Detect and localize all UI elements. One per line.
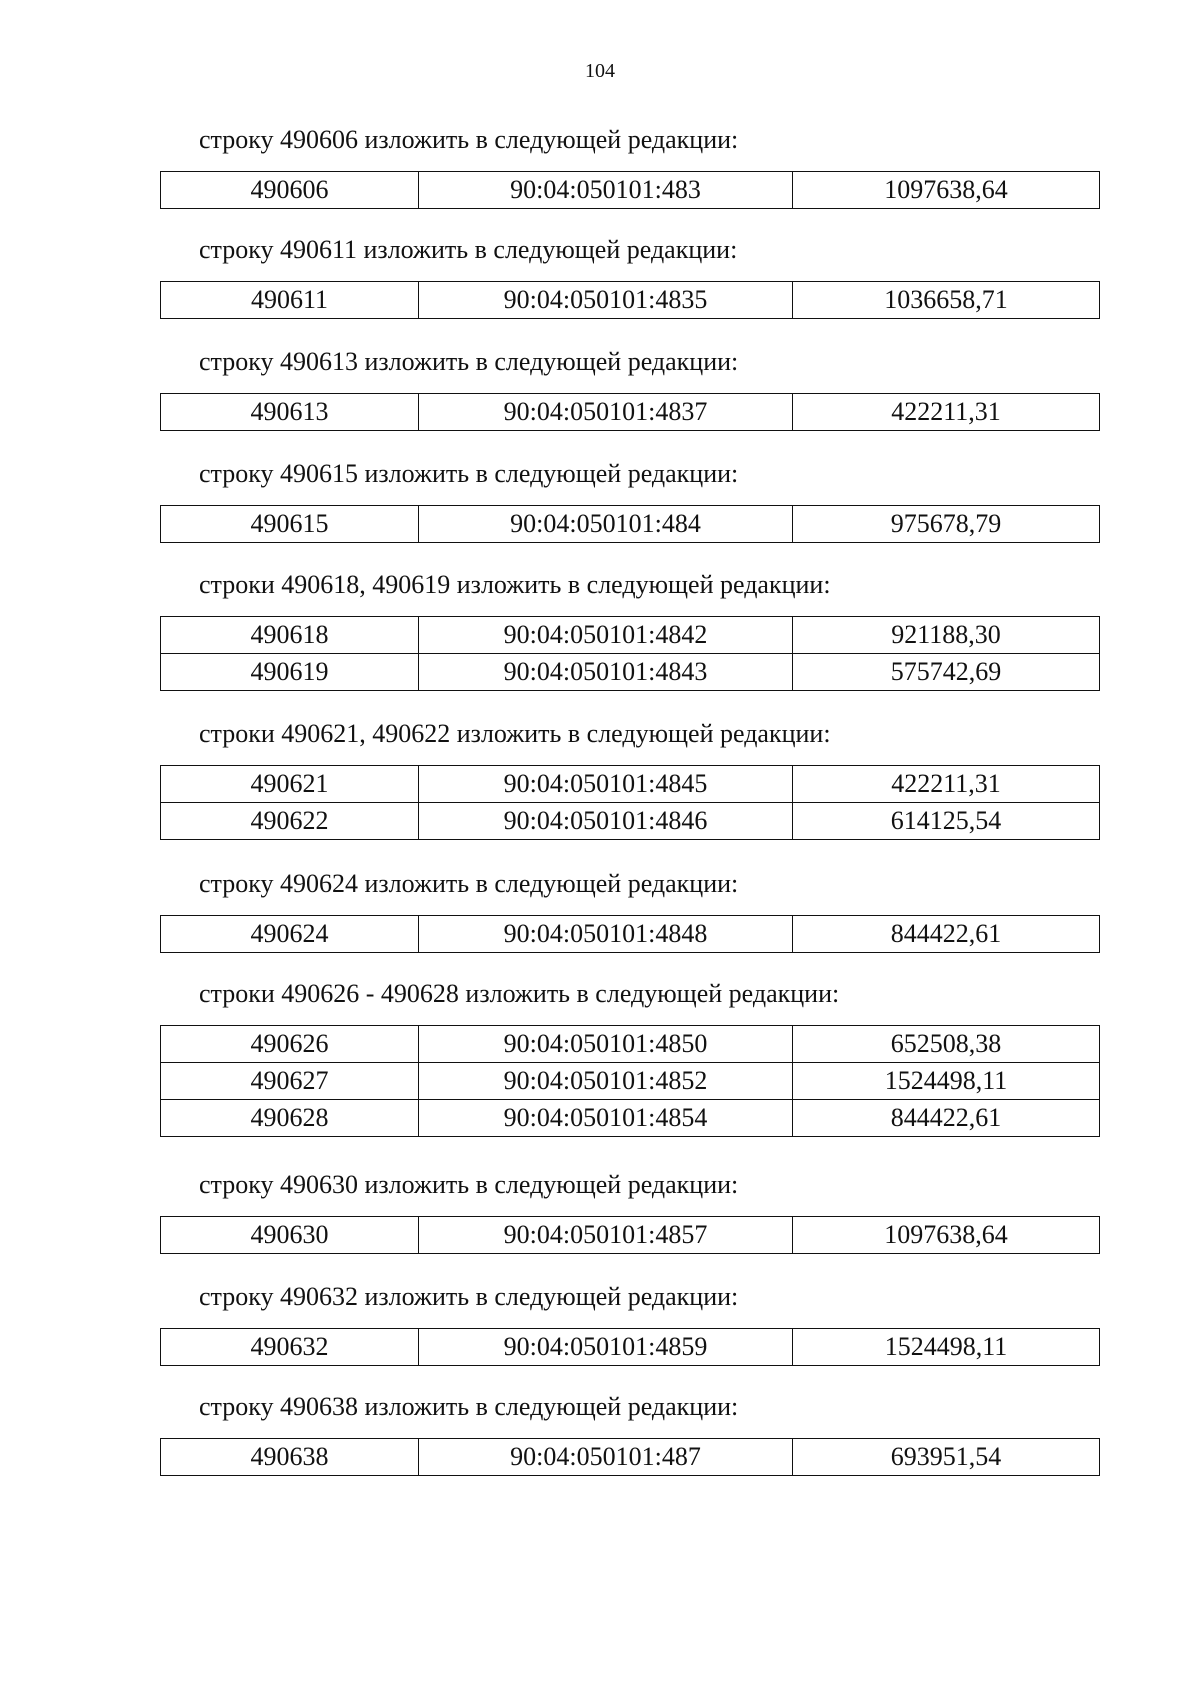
table-row [161,1329,1100,1366]
cadastral-number-cell: 90:04:050101:4854 [419,1100,793,1137]
cadastral-number-cell: 90:04:050101:4846 [419,803,793,840]
row-code-cell: 490626 [161,1026,419,1063]
value-cell: 693951,54 [793,1439,1100,1476]
value-cell: 844422,61 [793,1100,1100,1137]
cadastral-number-cell: 90:04:050101:4859 [419,1329,793,1366]
section-caption: строку 490615 изложить в следующей редакции: [199,459,739,488]
table-row [161,1026,1100,1063]
row-code-cell: 490618 [161,617,419,654]
section-caption: строки 490626 - 490628 изложить в следующей редакции: [199,979,840,1008]
table-row [161,916,1100,953]
cadastral-number-cell: 90:04:050101:4845 [419,766,793,803]
row-code-cell: 490630 [161,1217,419,1254]
row-code-cell: 490613 [161,394,419,431]
row-code-cell: 490611 [161,282,419,319]
table-row [161,282,1100,319]
cadastral-number-cell: 90:04:050101:4848 [419,916,793,953]
page-number: 104 [585,60,615,82]
table-row [161,617,1100,654]
section-caption: строку 490613 изложить в следующей редакции: [199,347,739,376]
table-row [161,1217,1100,1254]
row-code-cell: 490624 [161,916,419,953]
section-caption: строку 490624 изложить в следующей редакции: [199,869,739,898]
value-cell: 652508,38 [793,1026,1100,1063]
amendment-table [160,765,1100,840]
table-row [161,1439,1100,1476]
table-row [161,803,1100,840]
amendment-table [160,1025,1100,1137]
value-cell: 921188,30 [793,617,1100,654]
cadastral-number-cell: 90:04:050101:487 [419,1439,793,1476]
cadastral-number-cell: 90:04:050101:4843 [419,654,793,691]
row-code-cell: 490622 [161,803,419,840]
section-caption: строку 490606 изложить в следующей редакции: [199,125,739,154]
section-caption: строки 490618, 490619 изложить в следующей редакции: [199,570,831,599]
section-caption: строку 490632 изложить в следующей редакции: [199,1282,739,1311]
cadastral-number-cell: 90:04:050101:4852 [419,1063,793,1100]
table-row [161,394,1100,431]
table-row [161,506,1100,543]
value-cell: 575742,69 [793,654,1100,691]
section-caption: строку 490638 изложить в следующей редакции: [199,1392,739,1421]
table-row [161,654,1100,691]
value-cell: 1097638,64 [793,172,1100,209]
row-code-cell: 490627 [161,1063,419,1100]
table-row [161,766,1100,803]
cadastral-number-cell: 90:04:050101:483 [419,172,793,209]
amendment-table [160,281,1100,319]
row-code-cell: 490628 [161,1100,419,1137]
amendment-table [160,616,1100,691]
value-cell: 844422,61 [793,916,1100,953]
value-cell: 975678,79 [793,506,1100,543]
value-cell: 1097638,64 [793,1217,1100,1254]
value-cell: 1036658,71 [793,282,1100,319]
section-caption: строку 490630 изложить в следующей редакции: [199,1170,739,1199]
row-code-cell: 490619 [161,654,419,691]
value-cell: 1524498,11 [793,1329,1100,1366]
amendment-table [160,915,1100,953]
value-cell: 422211,31 [793,394,1100,431]
row-code-cell: 490606 [161,172,419,209]
value-cell: 614125,54 [793,803,1100,840]
section-caption: строку 490611 изложить в следующей редакции: [199,235,738,264]
amendment-table [160,1438,1100,1476]
row-code-cell: 490615 [161,506,419,543]
amendment-table [160,505,1100,543]
row-code-cell: 490621 [161,766,419,803]
cadastral-number-cell: 90:04:050101:4850 [419,1026,793,1063]
value-cell: 422211,31 [793,766,1100,803]
cadastral-number-cell: 90:04:050101:4837 [419,394,793,431]
cadastral-number-cell: 90:04:050101:4842 [419,617,793,654]
amendment-table [160,393,1100,431]
table-row [161,1063,1100,1100]
amendment-table [160,171,1100,209]
amendment-table [160,1328,1100,1366]
cadastral-number-cell: 90:04:050101:4835 [419,282,793,319]
amendment-table [160,1216,1100,1254]
table-row [161,172,1100,209]
row-code-cell: 490638 [161,1439,419,1476]
row-code-cell: 490632 [161,1329,419,1366]
table-row [161,1100,1100,1137]
value-cell: 1524498,11 [793,1063,1100,1100]
cadastral-number-cell: 90:04:050101:484 [419,506,793,543]
cadastral-number-cell: 90:04:050101:4857 [419,1217,793,1254]
section-caption: строки 490621, 490622 изложить в следующей редакции: [199,719,831,748]
